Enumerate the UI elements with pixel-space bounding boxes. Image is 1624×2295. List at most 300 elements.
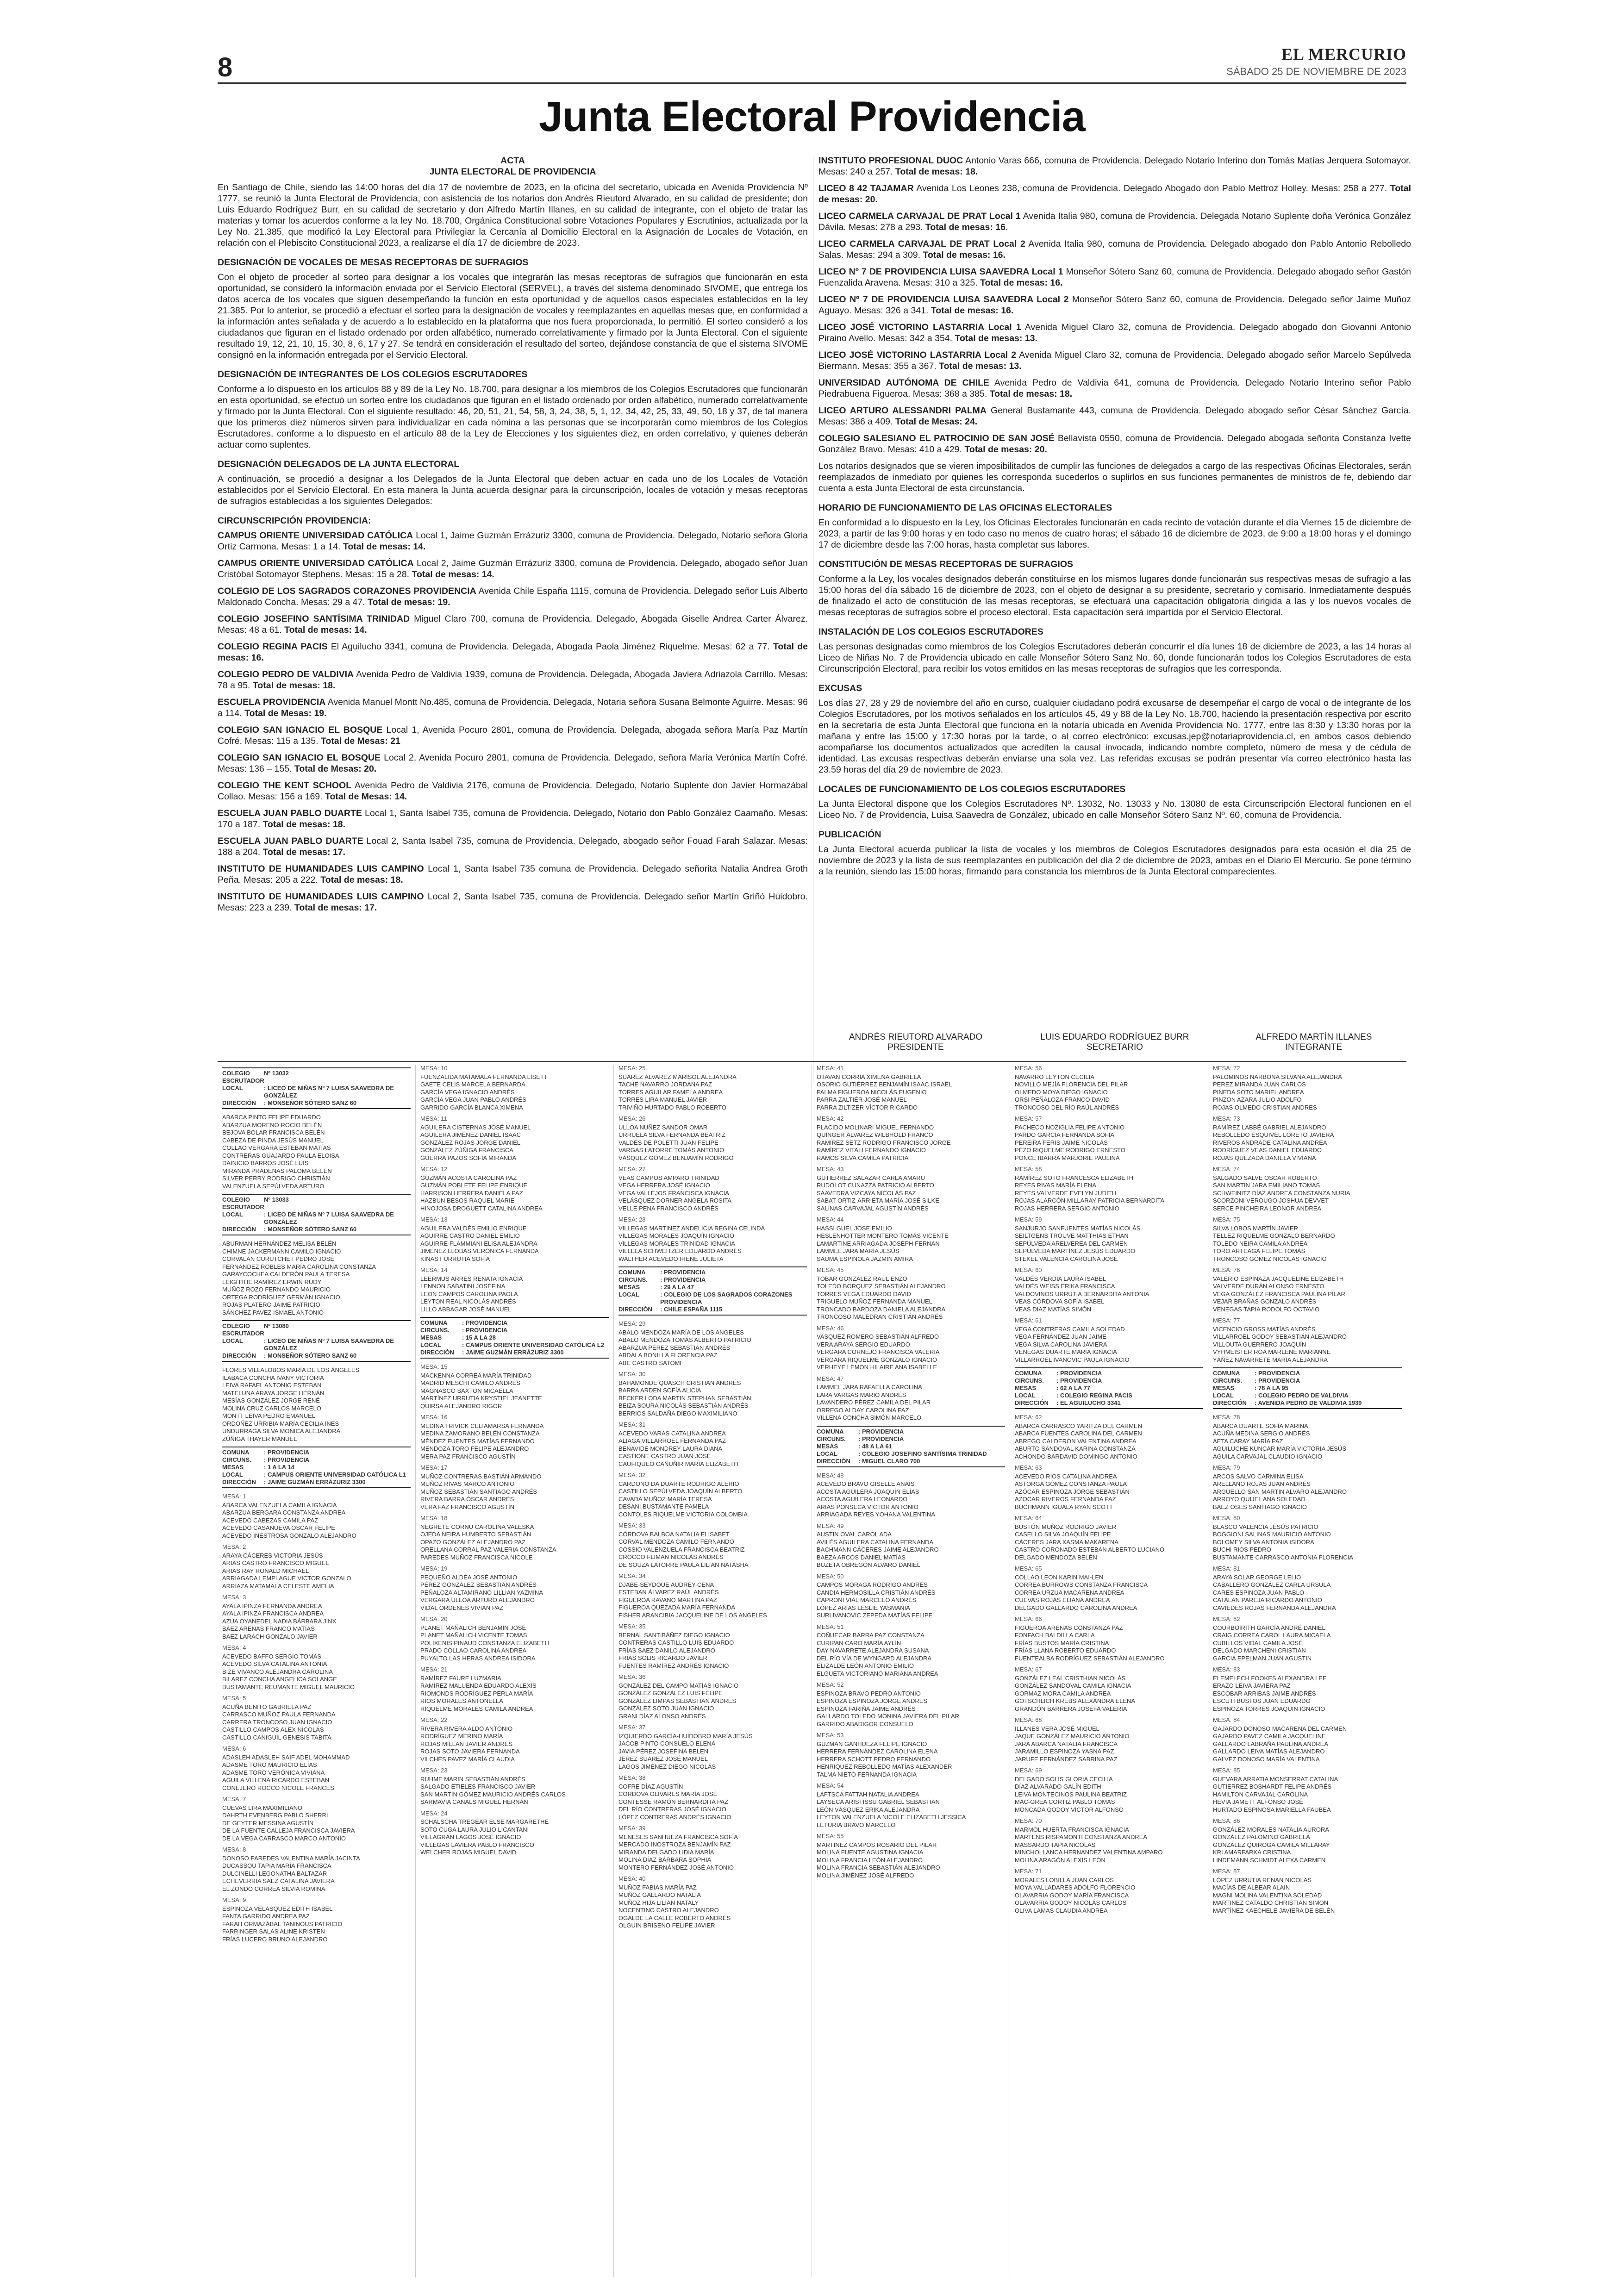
mesa-block (1015, 1565, 1203, 1612)
mesa-title: MESA: 79 (1213, 1464, 1240, 1471)
info-key: DIRECCIÓN (222, 1478, 256, 1485)
local-entry (218, 891, 808, 913)
person-name: DELGADO MENDOZA BELÉN (1015, 1553, 1097, 1561)
signature-role: SECRETARIO (1086, 1042, 1143, 1052)
signature-role: PRESIDENTE (887, 1042, 944, 1052)
list-column (614, 1065, 812, 2277)
mesa-title: MESA: 61 (1015, 1317, 1042, 1324)
local-info-box (222, 1067, 411, 1109)
mesa-block (1015, 1767, 1203, 1814)
person-name: FLORES VILLALOBOS MARÍA DE LOS ÁNGELES (222, 1366, 360, 1373)
person-name: VEJAR BRAÑAS GONZALO ANDRÉS (1213, 1298, 1317, 1305)
person-name: CUEVAS ROJAS ELIANA ANDREA (1015, 1597, 1110, 1603)
info-key: COLEGIO ESCRUTADOR (222, 1070, 264, 1084)
person-name: CRAIG CORREA CAROL LAURA MICAELA (1213, 1632, 1331, 1639)
info-value: : COLEGIO DE LOS SAGRADOS CORAZONES PROVIDENCIA (660, 1291, 793, 1305)
mesa-block (420, 1166, 609, 1212)
mesa-block (420, 1767, 609, 1806)
person-name: GRANDÓN BARRERA JOSEFA VALERIA (1015, 1705, 1127, 1712)
person-name: MACKENNA CORREA MARÍA TRINIDAD (420, 1372, 532, 1379)
local-total: Total de mesas: 16. (931, 306, 1014, 316)
local-info-box (618, 1266, 807, 1316)
mesa-block (1213, 1266, 1402, 1313)
person-name: AUSTIN OVAL CAROL ADA (817, 1531, 892, 1538)
vocales-lists (218, 1065, 1406, 2277)
info-value: : MONSEÑOR SÓTERO SANZ 60 (264, 1352, 357, 1359)
mesa-title: MESA: 80 (1213, 1515, 1240, 1522)
person-name: ZÚÑIGA THAYER MANUEL (222, 1435, 297, 1442)
person-name: FONFACH BALDILLA CARLA (1015, 1632, 1095, 1639)
person-name: TALMA NIETO FERNANDA IGNACIA (817, 1771, 917, 1778)
person-name: HASSI GUEL JOSE EMILIO (817, 1224, 892, 1232)
person-name: GALVEZ DONOSO MARÍA VALENTINA (1213, 1755, 1320, 1763)
mesa-block (420, 1363, 609, 1410)
mesa-block (618, 1065, 807, 1111)
section-text: Los días 27, 28 y 29 de noviembre del año en curso, cualquier ciudadano podrá excusarse de desempeñar el cargo de vocal o de integrante de los Colegios Escrutadores, por los motivos señalados en los artículos 45, 49 y 88 de la Ley No. 18.700, haciendo la presentación respectiva por escrito en la secretaría de esta Junta Electoral que funciona en la notaría ubicada en Avenida Providencia No. 1777, entre las 8:30 y 13:30 horas por la mañana y entre las 15:00 y 17:30 horas por la tarde, o al correo electrónico: excusas.jep@notariaprovidencia.cl, en ambos casos debiendo acompañarse los documentos actualizados que acrediten la causal invocada, indicando nombre completo, número de mesa y de cédula de identidad. Las excusas respectivas deberán enviarse una sola vez. Las referidas excusas se podrán presentar vía correo electrónico hasta las 23.59 horas del día 29 de noviembre de 2023. (818, 698, 1411, 775)
person-name: VEGA CONTRERAS CAMILA SOLEDAD (1015, 1325, 1125, 1333)
person-name: GONZÁLEZ ZÚÑIGA FRANCISCA (420, 1147, 513, 1154)
mesa-title: MESA: 71 (1015, 1868, 1042, 1875)
person-name: MOLINA FRANCIA LEÓN ALEJANDRO (817, 1856, 923, 1864)
info-key: COMUNA (1015, 1370, 1042, 1377)
info-key: COMUNA (618, 1269, 646, 1276)
local-entry (218, 808, 808, 830)
mesa-block (1213, 1716, 1402, 1763)
mesa-block (420, 1216, 609, 1263)
acta-title-block (218, 155, 808, 177)
person-name: AETA CARAY MARÍA PAZ (1213, 1437, 1283, 1445)
mesa-block (817, 1115, 1005, 1162)
list-column (416, 1065, 614, 2277)
mesa-block (817, 1623, 1005, 1678)
info-row (420, 1349, 609, 1356)
mesa-title: MESA: 29 (618, 1320, 646, 1327)
local-name: COLEGIO DE LOS SAGRADOS CORAZONES PROVIDENCIA (218, 586, 476, 596)
mesa-title: MESA: 15 (420, 1363, 448, 1370)
mesa-title: MESA: 10 (420, 1065, 448, 1072)
mesa-block (618, 1774, 807, 1821)
person-name: VEAS CAMPOS AMPARO TRINIDAD (618, 1174, 719, 1181)
signature (1018, 1032, 1212, 1053)
mesa-block (618, 1421, 807, 1468)
person-name: MENESES SANHUEZA FRANCISCA SOFÍA (618, 1833, 738, 1840)
person-name: AGUILERA CISTERNAS JOSÉ MANUEL (420, 1123, 531, 1131)
person-name: CORDOVA OLIVARES MARÍA JOSÉ (618, 1790, 718, 1797)
mesa-block (1213, 1414, 1402, 1460)
mesa-title: MESA: 22 (420, 1716, 448, 1723)
local-text: Miguel Claro 700, comuna de Providencia. Delegado, Abogada Giselle Andrea Carter Álvarez. Mesas: 48 a 61. (218, 614, 808, 635)
local-name: ESCUELA PROVIDENCIA (218, 697, 326, 707)
person-name: TORRES VEGA EDUARDO DAVID (817, 1290, 911, 1297)
person-name: ARAYA SOLAR GEORGE LELIO (1213, 1573, 1301, 1581)
person-name: ARIAS PONSECA VICTOR ANTONIO (817, 1503, 918, 1510)
mesa-title: MESA: 5 (222, 1695, 246, 1702)
local-name: LICEO 8 42 TAJAMAR (818, 183, 914, 193)
mesa-title: MESA: 72 (1213, 1065, 1240, 1072)
mesa-block (618, 1825, 807, 1871)
info-key: MESAS (420, 1334, 442, 1341)
mesa-block (817, 1472, 1005, 1519)
person-name: ASTORGA GÓMEZ CONSTANZA PAOLA (1015, 1480, 1127, 1487)
person-name: ABARCA PINTO FELIPE EDUARDO (222, 1114, 321, 1121)
local-name: LICEO Nº 7 DE PROVIDENCIA LUISA SAAVEDRA Local 1 (818, 267, 1063, 277)
person-name: CUBILLOS VIDAL CAMILA JOSÉ (1213, 1639, 1303, 1646)
person-name: GONZÁLEZ DEL CAMPO MATÍAS IGNACIO (618, 1682, 739, 1689)
local-total: Total de mesas: 16. (925, 222, 1008, 232)
person-name: CARRASCO MUÑOZ PAULA FERNANDA (222, 1711, 336, 1718)
local-total: Total de mesas: 18. (895, 167, 978, 177)
person-name: HEVIA JAMETT ALFONSO JOSÉ (1213, 1798, 1303, 1805)
section-heading: PUBLICACIÓN (818, 829, 881, 840)
person-name: VEAS CÓRDOVA SOFÍA ISABEL (1015, 1298, 1105, 1305)
person-name: QUIRSA ALEJANDRO RIGOR (420, 1402, 502, 1409)
person-name: CONEJERO ROCCO NICOLE FRANCES (222, 1784, 334, 1791)
person-name: GOTSCHLICH KREBS ALEXANDRA ELENA (1015, 1697, 1136, 1704)
person-name: NOCENTINO CASTRO ALEJANDRO (618, 1907, 719, 1914)
mesa-block (618, 1673, 807, 1720)
person-name: ADASME TORO MAURICIO ELÍAS (222, 1761, 317, 1768)
person-name: HURTADO ESPINOSA MARIELLA FAUBEA (1213, 1806, 1331, 1813)
person-name: OJEDA NEIRA HUMBERTO SEBASTIÁN (420, 1531, 531, 1538)
local-entry (818, 294, 1411, 316)
person-name: BAEZ LARACH GONZALO JAVIER (222, 1633, 318, 1640)
info-row (222, 1322, 411, 1337)
local-total: Total de mesas: 18. (262, 819, 346, 829)
info-key: LOCAL (1213, 1392, 1234, 1399)
info-value: : LICEO DE NIÑAS Nº 7 LUISA SAAVEDRA DE GONZÁLEZ (264, 1085, 394, 1099)
mesa-title: MESA: 7 (222, 1796, 246, 1802)
person-name: BUCHMANN IGUALA RYAN SCOTT (1015, 1503, 1113, 1510)
info-row (1213, 1392, 1402, 1399)
person-name: ABALO MENDOZA MARÍA DE LOS ANGELES (618, 1328, 744, 1336)
local-total: Total de mesas: 18. (320, 875, 403, 885)
person-name: DE GEYTER MESSINA AGUSTÍN (222, 1819, 314, 1827)
signature-role: INTEGRANTE (1285, 1042, 1343, 1052)
info-value: : 15 A LA 28 (462, 1334, 496, 1341)
person-name: VARGAS LATORRE TOMÁS ANTONIO (618, 1147, 725, 1154)
person-name: MUÑOZ ROZO FERNANDO MAURICIO (222, 1286, 331, 1293)
local-entry (818, 405, 1411, 427)
mesa-block (618, 1522, 807, 1569)
person-name: MUÑOZ FABIAS MARÍA PAZ (618, 1883, 697, 1891)
local-total: Total de mesas: 17. (294, 903, 377, 913)
mesa-title: MESA: 67 (1015, 1666, 1042, 1673)
info-key: COMUNA (817, 1428, 844, 1435)
local-name: LICEO CARMELA CARVAJAL DE PRAT Local 2 (818, 239, 1025, 249)
info-row (420, 1319, 609, 1327)
person-name: TRONCOSO MALEDRAN CRISTIÁN ANDRÉS (817, 1313, 943, 1320)
person-name: CAMPOS MORAGA RODRIGO ANDRÉS (817, 1581, 928, 1588)
local-total: Total de mesas: 14. (412, 569, 494, 580)
mesa-block (618, 1166, 807, 1212)
mesa-title: MESA: 9 (222, 1896, 246, 1903)
local-entry (218, 724, 808, 747)
local-text: Local 2, Jaime Guzmán Errázuriz 3300, comuna de Providencia. Delegado, abogado señor Juan Cristóbal Sotomayor Stephens. Mesas: 15 a 28. (218, 558, 808, 580)
section-heading: INSTALACIÓN DE LOS COLEGIOS ESCRUTADORES (818, 627, 1043, 637)
person-name: AZÓCAR ESPINOZA JORGE SEBASTIÁN (1015, 1488, 1130, 1495)
mesa-title: MESA: 54 (817, 1782, 844, 1789)
person-name: PLANET MAÑALICH BENJAMÍN JOSÉ (420, 1624, 526, 1631)
person-name: OLGUIN BRISENO FELIPE JAVIER (618, 1922, 715, 1929)
person-name: ABARZUA MORENO ROCIO BELÉN (222, 1121, 322, 1129)
local-name: INSTITUTO PROFESIONAL DUOC (818, 156, 963, 166)
person-name: PEREZ MIRANDA JUAN CARLOS (1213, 1081, 1306, 1088)
person-name: LEYTON REAL NICOLÁS ANDRÉS (420, 1298, 516, 1305)
mesa-block (1015, 1414, 1203, 1460)
mesa-block (817, 1325, 1005, 1372)
person-name: GUZMÁN GANHUEZA FELIPE IGNACIO (817, 1740, 927, 1747)
mesa-title: MESA: 58 (1015, 1166, 1042, 1172)
local-text: Avenida Italia 980, comuna de Providencia. Delegado abogado don Pablo Antonio Rebolledo Salas. Mesas: 294 a 309. (818, 239, 1411, 260)
person-name: GONZÁLEZ SANDOVAL CAMILA IGNACIA (1015, 1682, 1131, 1689)
person-name: ILABACA CONCHA IVANY VICTORIA (222, 1374, 324, 1381)
mesa-title: MESA: 26 (618, 1115, 646, 1122)
person-name: FANTA GARRIDO ANDREA PAZ (222, 1913, 310, 1920)
local-text: Local 2, Santa Isabel 735, comuna de Providencia. Delegado señor Martín Griñó Huidobro. Mesas: 223 a 239. (218, 892, 808, 913)
person-name: DE SOUZA LATORRE PAULA LILIAN NATASHA (618, 1561, 749, 1568)
person-name: MUÑOZ SEBASTIÁN SANTIAGO ANDRÉS (420, 1488, 537, 1495)
person-name: ACEVEDO RIOS CATALINA ANDREA (1015, 1472, 1117, 1480)
person-name: MOYA VALLADARES ADOLFO FLORENCIO (1015, 1884, 1136, 1891)
person-name: COLLAO LEON KARIN MAI-LEN (1015, 1573, 1104, 1581)
person-name: BOLOMEY SILVA ANTONIA ISIDORA (1213, 1538, 1314, 1546)
mesa-title: MESA: 2 (222, 1543, 246, 1550)
mesa-block (1015, 1216, 1203, 1263)
mesa-block (1015, 1317, 1203, 1364)
person-name: VILLEGAS LAVIERA PABLO FRANCISCO (420, 1841, 534, 1848)
mesa-block (618, 1623, 807, 1670)
local-total: Total de mesas: 14. (343, 542, 426, 552)
person-name: ACEVEDO CASANUEVA OSCAR FELIPE (222, 1524, 335, 1531)
person-name: AGUIRRE FLAMMIANI ELISA ALEJANDRA (420, 1240, 537, 1247)
local-entry (218, 641, 808, 663)
info-value: : JAIME GUZMÁN ERRÁZURIZ 3300 (264, 1478, 366, 1485)
info-row (222, 1478, 411, 1486)
person-name: TRONCOSO DEL RÍO RAÚL ANDRÉS (1015, 1104, 1119, 1111)
local-entry (818, 322, 1411, 344)
mesa-block (1015, 1817, 1203, 1864)
signature-name: LUIS EDUARDO RODRÍGUEZ BURR (1040, 1032, 1189, 1042)
section-text: Con el objeto de proceder al sorteo para designar a los vocales que integrarán las mesas receptoras de sufragios que funcionarán en esta oportunidad, se consideró la información enviada por el Servicio Electoral (SERVEL), a través del sistema denominado SIVOME, que entrega los datos acerca de los vocales que siguen desempeñando la función en esta oportunidad y de aquellos casos especiales establecidos en la ley 21.385. Por lo anterior, se procedió a efectuar el sorteo para la designación de vocales y reemplazantes en aquellas mesas que, en conformidad a la información antes señalada y de acuerdo a lo establecido en la plataforma que nos fuera proporcionada, lo permitió. El sorteo consideró a los ciudadanos que figuran en el listado ordenado por orden alfabético, numerado correlativamente y firmado por la Junta Electoral. Con el siguiente resultado 19, 12, 21, 10, 15, 30, 8, 6, 17 y 27. Se tendrá en consideración el resultado del sorteo, dejándose constancia de que el sistema SIVOME consignó en la información entregada por el Servicio Electoral. (218, 272, 808, 360)
info-row (1213, 1370, 1402, 1377)
mesa-block (618, 1472, 807, 1518)
section-text: Conforme a la Ley, los vocales designados deberán constituirse en los mismos lugares donde funcionarán sus respectivas mesas de sufragio a las 15:00 horas del día sábado 16 de diciembre de 2023, con el objeto de designar a su presidente, secretario y comisario. Inmediatamente después de finalizado el acto de constitución de las mesas receptoras, se efectuará una capacitación obligatoria dirigida a las y los nuevos vocales de mesas receptoras de sufragios sobre el proceso electoral. Esta capacitación será impartida por el Servicio Electoral. (818, 574, 1411, 617)
mesa-block (1015, 1464, 1203, 1511)
local-entry (818, 266, 1411, 288)
person-name: VALERIO ESPINAZA JACQUELINE ELIZABETH (1213, 1275, 1344, 1282)
mesa-title: MESA: 70 (1015, 1817, 1042, 1824)
mesa-title: MESA: 69 (1015, 1767, 1042, 1774)
person-name: ARELLANO ROJAS JUAN ANDRÉS (1213, 1480, 1311, 1487)
person-name: HERRERA SCHOTT PEDRO FERNANDO (817, 1755, 931, 1763)
person-name: VEGA GONZÁLEZ FRANCISCA PAULINA PILAR (1213, 1290, 1345, 1297)
person-name: ARAYA CÁCERES VICTORIA JESÚS (222, 1552, 323, 1559)
mesa-block (817, 1375, 1005, 1422)
person-name: JARA ABARCA NATALIA FRANCISCA (1015, 1740, 1118, 1747)
person-name: PLANET MAÑALICH VICENTE TOMAS (420, 1632, 527, 1639)
person-name: ABDALA BONILLA FLORENCIA PAZ (618, 1352, 718, 1359)
local-entry (218, 613, 808, 636)
person-name: PEQUEÑO ALDEA JOSÉ ANTONIO (420, 1573, 518, 1581)
person-name: BÁEZ ARENAS FRANCO MATÍAS (222, 1625, 315, 1632)
person-name: SALGADO SALVE OSCAR ROBERTO (1213, 1174, 1317, 1181)
info-key: CIRCUNS. (222, 1456, 251, 1463)
info-key: COLEGIO ESCRUTADOR (222, 1322, 264, 1337)
person-name: URRUELA SILVA FERNANDA BEATRIZ (618, 1131, 726, 1138)
person-name: PRADO COLLAO CAROLINA ANDREA (420, 1647, 527, 1654)
person-name: BAEZ OSES SANTIAGO IGNACIO (1213, 1503, 1307, 1510)
local-total: Total de mesas: 19. (368, 597, 450, 607)
person-name: MOLINA FUENTE AGUSTINA IGNACIA (817, 1849, 924, 1856)
local-info-box (1015, 1367, 1203, 1409)
person-name: BILAREZ CONCHA ANGELICA SOLANGE (222, 1676, 337, 1683)
person-name: ACUÑA MEDINA SERGIO ANDRÉS (1213, 1430, 1310, 1437)
person-name: OSORIO GUTIÉRREZ BENJAMÍN ISAAC ISRAEL (817, 1081, 952, 1088)
person-name: REYES VALVERDE EVELYN JUDITH (1015, 1189, 1116, 1197)
local-name: COLEGIO THE KENT SCHOOL (218, 780, 352, 791)
person-name: TRONCOSO GÓMEZ NICOLÁS IGNACIO (1213, 1255, 1327, 1262)
person-name: TORO ARTEAGA FELIPE TOMÁS (1213, 1247, 1305, 1254)
mesa-block (222, 1745, 411, 1792)
person-name: VEGA SILVA CAROLINA JAVIERA (1015, 1341, 1107, 1348)
person-name: ROJAS PLATERO JAIME PATRICIO (222, 1301, 320, 1308)
person-name: MASSARDO TAPIA NICOLAS (1015, 1841, 1096, 1848)
person-name: KRI AMARFARKA CRISTINA (1213, 1849, 1291, 1856)
mesa-title: MESA: 48 (817, 1472, 844, 1479)
person-name: PAREDES MUÑOZ FRANCISCA NICOLE (420, 1553, 533, 1561)
person-name: AZUA OYANEDEL NADIA BÁRBARA JINX (222, 1617, 337, 1625)
person-name: MIRANDA PRADENAS PALOMA BELÉN (222, 1167, 332, 1174)
mesa-block (420, 1414, 609, 1460)
person-name: DELGADO SOLIS GLORIA CECILIA (1015, 1775, 1113, 1783)
mesa-block (1015, 1166, 1203, 1212)
mesa-title: MESA: 32 (618, 1472, 646, 1478)
mesa-title: MESA: 35 (618, 1623, 646, 1630)
person-name: CASTILLO SEPÚLVEDA JOAQUÍN ALBERTO (618, 1488, 743, 1495)
local-name: ESCUELA JUAN PABLO DUARTE (218, 836, 363, 846)
person-name: LÓPEZ ARIAS LESLIE YASMANIA (817, 1604, 910, 1611)
masthead (1226, 44, 1406, 78)
person-name: SILVA LOBOS MARTÍN JAVIER (1213, 1224, 1298, 1232)
mesa-title: MESA: 27 (618, 1166, 646, 1172)
mesa-block (618, 1724, 807, 1771)
person-name: MEDINA TRIVICK CELIAMARSA FERNANDA (420, 1422, 544, 1429)
person-name: CÓRDOVA BALBOA NATALIA ELISABET (618, 1530, 730, 1538)
local-name: LICEO CARMELA CARVAJAL DE PRAT Local 1 (818, 211, 1021, 221)
person-name: VENEGAS TAPIA RODOLFO OCTAVIO (1213, 1305, 1320, 1313)
mesa-title: MESA: 4 (222, 1644, 246, 1651)
person-name: ABARZUA PÉREZ SEBASTIÁN ANDRÉS (618, 1344, 731, 1351)
mesa-block (817, 1732, 1005, 1778)
person-name: LEIGHTHE RAMÍREZ ERWIN RUDY (222, 1278, 322, 1285)
person-name: VASQUEZ ROMERO SEBASTIÁN ALFREDO (817, 1333, 939, 1340)
mesa-title: MESA: 74 (1213, 1166, 1240, 1172)
person-name: GONZÁLEZ PALOMINO GABRIELA (1213, 1834, 1310, 1840)
person-name: HESLENHOTTER MONTERO TOMÁS VICENTE (817, 1232, 949, 1239)
person-name: GONZÁLEZ LIMPAS SEBASTIÁN ANDRÉS (618, 1697, 737, 1704)
person-name: DAY NAVARRETE ALEJANDRA SUSANA (817, 1647, 929, 1654)
acta-subtitle: JUNTA ELECTORAL DE PROVIDENCIA (429, 167, 596, 177)
person-name: LEYTON VALENZUELA NICOLE ELIZABETH JESSICA (817, 1814, 966, 1821)
info-key: LOCAL (222, 1471, 243, 1478)
local-text: Local 1, Jaime Guzmán Errázuriz 3300, comuna de Providencia. Delegado, Notario señora Gloria Ortiz Carmona. Mesas: 1 a 14. (218, 530, 808, 552)
person-name: RAMÍREZ MALUENDA EDUARDO ALEXIS (420, 1682, 537, 1689)
local-entry (818, 155, 1411, 177)
person-name: POLIXENIS PINAUD CONSTANZA ELIZABETH (420, 1639, 549, 1646)
person-name: FUENTEALBA RODRÍGUEZ SEBASTIÁN ALEJANDRO (1015, 1654, 1165, 1662)
person-name: VILLOUTA GUERRERO JOAQUÍN (1213, 1341, 1306, 1348)
local-text: Avenida Miguel Claro 32, comuna de Providencia. Delegado abogado don Giovanni Antonio Piraino Avello. Mesas: 342 a 354. (818, 322, 1412, 343)
mesa-block (817, 1266, 1005, 1321)
person-name: ACEVEDO INESTROSA GONZALO ALEJANDRO (222, 1532, 356, 1539)
person-name: CONTRERAS CASTILLO LUIS EDUARDO (618, 1639, 734, 1646)
person-name: GONZÁLEZ ROJAS JORGE DANIEL (420, 1139, 520, 1146)
person-name: VILLELA SCHWEITZER EDUARDO ANDRÉS (618, 1247, 742, 1254)
mesa-block (817, 1216, 1005, 1263)
mesa-block (222, 1366, 411, 1443)
person-name: CROCCO FLIMAN NICOLÁS ANDRÉS (618, 1553, 724, 1560)
mesa-block (1213, 1065, 1402, 1111)
info-key: LOCAL (618, 1291, 639, 1298)
person-name: CONTESSE RAMÓN BERNARDITA PAZ (618, 1798, 729, 1805)
mesa-title: MESA: 6 (222, 1745, 246, 1752)
list-column (218, 1065, 416, 2277)
person-name: QUINGER ÁLVAREZ WILBHOLD FRANCO (817, 1131, 933, 1138)
person-name: CANDIA HERMOSILLA CRISTIÁN ANDRÉS (817, 1589, 936, 1596)
person-name: AYALA IPINZA FERNANDA ANDREA (222, 1602, 322, 1609)
person-name: ROJAS HERRERA SERGIO ANTONIO (1015, 1204, 1119, 1212)
person-name: COFRE DÍAZ AGUSTÍN (618, 1783, 683, 1790)
info-row (1015, 1370, 1203, 1377)
person-name: GONZÁLEZ LEAL CRISTHIAN NICOLÁS (1015, 1674, 1126, 1682)
person-name: ACOSTA AGUILERA JOAQUÍN ELÍAS (817, 1488, 919, 1495)
person-name: CORVAL MENDOZA CAMILO FERNANDO (618, 1538, 734, 1545)
person-name: OLIVA LAMAS CLAUDIA ANDREA (1015, 1907, 1108, 1914)
info-row (222, 1464, 411, 1471)
mesa-title: MESA: 82 (1213, 1615, 1240, 1622)
person-name: MORALES LOBILLA JUAN CARLOS (1015, 1876, 1114, 1883)
info-value: : AVENIDA PEDRO DE VALDIVIA 1939 (1255, 1399, 1362, 1406)
person-name: REYES RIVAS MARÍA ELENA (1015, 1182, 1097, 1189)
person-name: CAPRONI VIAL MARCELO ANDRÉS (817, 1597, 917, 1603)
person-name: OLAVARRIA GODOY NICOLÁS CARLOS (1015, 1899, 1127, 1906)
person-name: ORDOÑEZ URRIBIA MARÍA CECILIA INES (222, 1420, 339, 1427)
mesa-title: MESA: 19 (420, 1565, 448, 1572)
info-value: : PROVIDENCIA (858, 1428, 904, 1435)
mesa-block (618, 1875, 807, 1930)
local-entry (218, 863, 808, 886)
mesa-block (618, 1216, 807, 1263)
person-name: OLAVARRIA GODOY MARÍA FRANCISCA (1015, 1891, 1129, 1899)
person-name: TRONCADO BARDOZA DANIELA ALEJANDRA (817, 1305, 946, 1313)
info-row (222, 1211, 411, 1226)
mesa-block (1015, 1115, 1203, 1162)
person-name: CAVADA MUÑOZ MARÍA TERESA (618, 1495, 712, 1503)
person-name: RAMOS SILVA CAMILA PATRICIA (817, 1154, 909, 1161)
info-row (1015, 1377, 1203, 1384)
person-name: ELEMELECH FOOKES ALEXANDRA LEE (1213, 1674, 1327, 1682)
mesa-title: MESA: 17 (420, 1464, 448, 1471)
section-heading: DESIGNACIÓN DELEGADOS DE LA JUNTA ELECTORAL (218, 459, 460, 469)
person-name: ABARCA CARRASCO YARITZA DEL CARMEN (1015, 1422, 1142, 1429)
info-row (1015, 1399, 1203, 1407)
person-name: WALTHER ACEVEDO IRENE JULIETA (618, 1255, 724, 1262)
local-name: CAMPUS ORIENTE UNIVERSIDAD CATÓLICA (218, 558, 414, 568)
mesa-title: MESA: 31 (618, 1421, 646, 1428)
person-name: CARES ESPINOZA JUAN PABLO (1213, 1589, 1304, 1596)
mesa-block (1213, 1767, 1402, 1814)
person-name: MADRID MESCHI CAMILO ANDRÉS (420, 1379, 520, 1386)
